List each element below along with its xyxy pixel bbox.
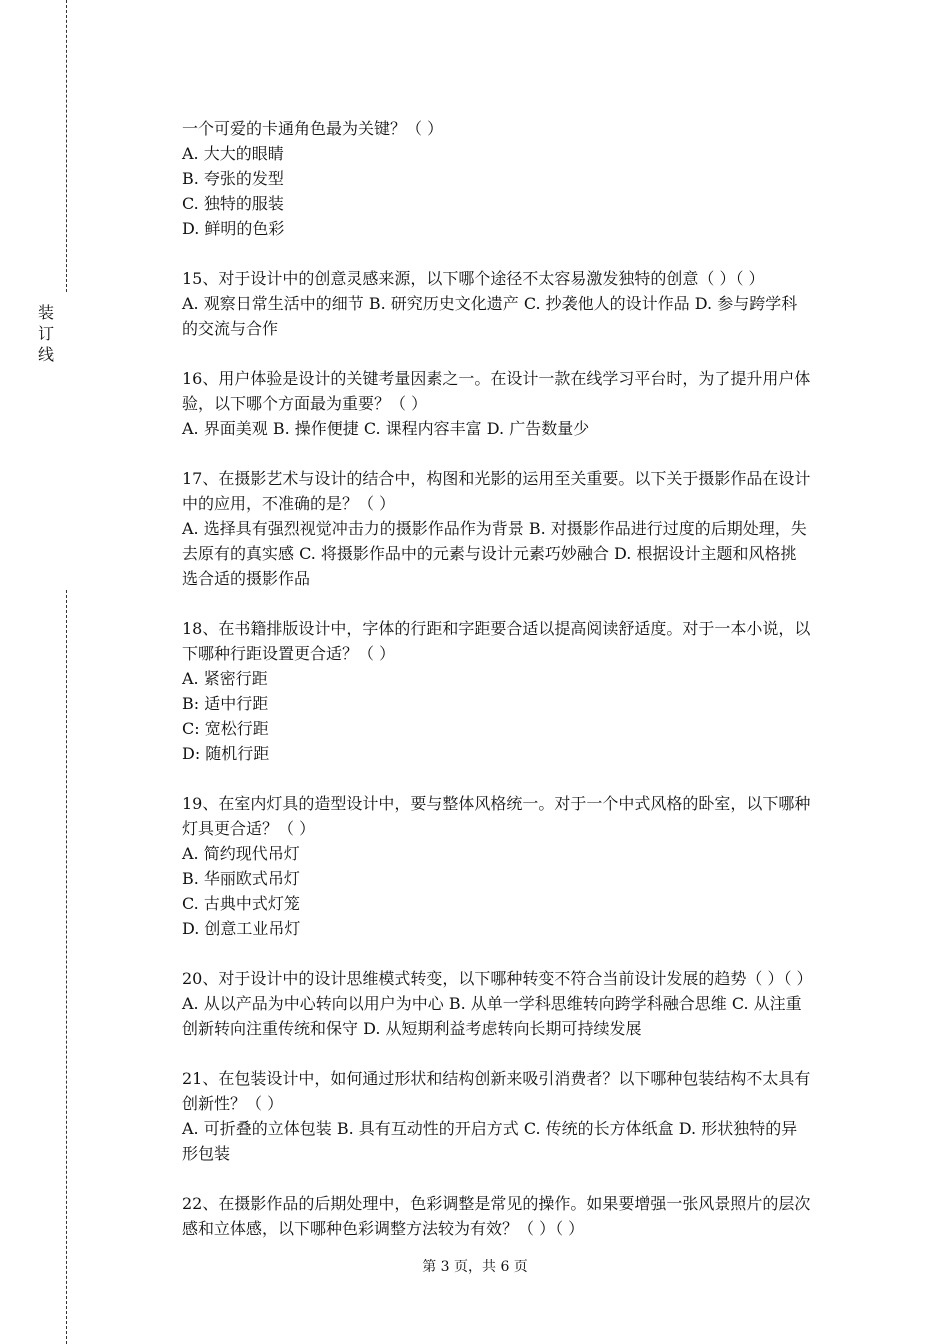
question-block: [182, 466, 842, 591]
question-line: 下哪种行距设置更合适？（ ）: [182, 644, 396, 663]
question-gap: [182, 1041, 842, 1066]
question-line: A. 从以产品为中心转向以用户为中心 B. 从单一学科思维转向跨学科融合思维 C. 从注重: [182, 994, 802, 1013]
question-line: 去原有的真实感 C. 将摄影作品中的元素与设计元素巧妙融合 D. 根据设计主题和风格挑: [182, 544, 797, 563]
question-block: [182, 266, 842, 341]
question-gap: [182, 341, 842, 366]
question-line: C. 独特的服装: [182, 194, 284, 213]
question-line: C. 古典中式灯笼: [182, 894, 300, 913]
binding-char: 线: [37, 345, 54, 364]
binding-label: [36, 302, 56, 365]
question-line: A. 大大的眼睛: [182, 144, 284, 163]
question-line: 感和立体感，以下哪种色彩调整方法较为有效？（ ）（ ）: [182, 1219, 585, 1238]
question-line: 灯具更合适？（ ）: [182, 819, 316, 838]
question-gap: [182, 441, 842, 466]
question-text-line: 17、在摄影艺术与设计的结合中，构图和光影的运用至关重要。以下关于摄影作品在设计: [182, 469, 811, 488]
binding-line-top: [66, 0, 67, 292]
question-line: D. 创意工业吊灯: [182, 919, 301, 938]
question-line: A. 选择具有强烈视觉冲击力的摄影作品作为背景 B. 对摄影作品进行过度的后期处理，失: [182, 519, 807, 538]
question-text-line: 22、在摄影作品的后期处理中，色彩调整是常见的操作。如果要增强一张风景照片的层次: [182, 1194, 811, 1213]
question-text-line: 21、在包装设计中，如何通过形状和结构创新来吸引消费者？以下哪种包装结构不太具有: [182, 1069, 811, 1088]
question-text-line: 19、在室内灯具的造型设计中，要与整体风格统一。对于一个中式风格的卧室，以下哪种: [182, 794, 811, 813]
question-line: 创新转向注重传统和保守 D. 从短期利益考虑转向长期可持续发展: [182, 1019, 642, 1038]
question-line: A. 观察日常生活中的细节 B. 研究历史文化遗产 C. 抄袭他人的设计作品 D. 参与跨学科: [182, 294, 798, 313]
question-text-line: 20、对于设计中的设计思维模式转变，以下哪种转变不符合当前设计发展的趋势（ ）（ ）: [182, 969, 813, 988]
question-line: 创新性？（ ）: [182, 1094, 284, 1113]
question-line: B: 适中行距: [182, 694, 269, 713]
question-line: 的交流与合作: [182, 319, 279, 338]
question-line: B. 华丽欧式吊灯: [182, 869, 300, 888]
question-gap: [182, 941, 842, 966]
question-text-line: 一个可爱的卡通角色最为关键？（ ）: [182, 119, 444, 138]
question-line: A. 简约现代吊灯: [182, 844, 300, 863]
question-gap: [182, 1166, 842, 1191]
question-gap: [182, 591, 842, 616]
page-footer: 第 3 页，共 6 页: [422, 1259, 528, 1275]
question-line: C: 宽松行距: [182, 719, 269, 738]
question-gap: [182, 241, 842, 266]
question-line: 形包装: [182, 1144, 231, 1163]
question-line: A. 紧密行距: [182, 669, 268, 688]
question-block: [182, 1066, 842, 1166]
question-line: 选合适的摄影作品: [182, 569, 311, 588]
question-block: [182, 616, 842, 766]
question-block: [182, 366, 842, 441]
question-line: A. 界面美观 B. 操作便捷 C. 课程内容丰富 D. 广告数量少: [182, 419, 590, 438]
question-text-line: 18、在书籍排版设计中，字体的行距和字距要合适以提高阅读舒适度。对于一本小说，以: [182, 619, 811, 638]
binding-char: 订: [37, 324, 54, 343]
question-block: [182, 791, 842, 941]
question-line: A. 可折叠的立体包装 B. 具有互动性的开启方式 C. 传统的长方体纸盒 D. 形状独特的异: [182, 1119, 798, 1138]
question-line: 中的应用，不准确的是？（ ）: [182, 494, 396, 513]
question-block: [182, 116, 842, 241]
question-text-line: 15、对于设计中的创意灵感来源，以下哪个途径不太容易激发独特的创意（ ）（ ）: [182, 269, 765, 288]
question-line: B. 夸张的发型: [182, 169, 284, 188]
question-line: D. 鲜明的色彩: [182, 219, 285, 238]
question-block: [182, 966, 842, 1041]
binding-char: 装: [37, 303, 54, 322]
question-list: [182, 116, 842, 1241]
question-line: D: 随机行距: [182, 744, 270, 763]
binding-line-bottom: [66, 590, 67, 1344]
question-gap: [182, 766, 842, 791]
question-block: [182, 1191, 842, 1241]
question-text-line: 16、用户体验是设计的关键考量因素之一。在设计一款在线学习平台时，为了提升用户体: [182, 369, 811, 388]
question-line: 验，以下哪个方面最为重要？（ ）: [182, 394, 428, 413]
